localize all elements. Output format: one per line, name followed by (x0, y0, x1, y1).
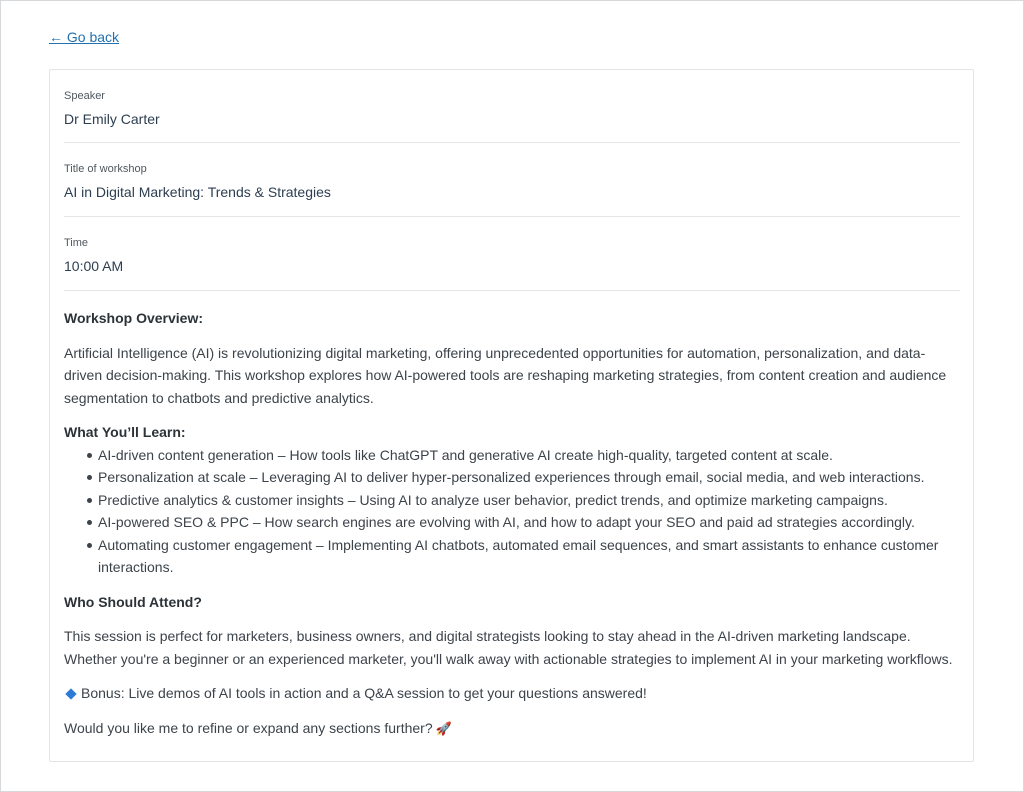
overview-heading: Workshop Overview: (64, 310, 204, 326)
workshop-title-value: AI in Digital Marketing: Trends & Strategies (64, 184, 331, 200)
workshop-description (64, 307, 960, 740)
workshop-title-field (64, 162, 960, 217)
list-item: Personalization at scale – Leveraging AI to deliver hyper-personalized experiences through email, social media, and web interactions. (98, 466, 960, 489)
bonus-line (64, 682, 960, 705)
time-field (64, 236, 960, 291)
learn-list (64, 444, 960, 579)
closing-line (64, 717, 960, 741)
blue-diamond-icon (65, 688, 76, 699)
speaker-label: Speaker (64, 90, 105, 102)
rocket-icon: 🚀 (435, 720, 452, 736)
list-item: AI-powered SEO & PPC – How search engines are evolving with AI, and how to adapt your SEO and paid ad strategies accordingly. (98, 511, 960, 534)
speaker-field (64, 89, 960, 143)
overview-paragraph: Artificial Intelligence (AI) is revolutionizing digital marketing, offering unprecedented opportunities for automation, personalization, and data-driven decision-making. This workshop explores how AI-powered tools are reshaping marketing strategies, from content creation and audience segmentation to chatbots and predictive analytics. (64, 344, 947, 406)
list-item: Automating customer engagement – Implementing AI chatbots, automated email sequences, and smart assistants to enhance customer interactions. (98, 534, 960, 579)
bonus-text: Bonus: Live demos of AI tools in action and a Q&A session to get your questions answered! (81, 685, 647, 701)
workshop-title-label: Title of workshop (64, 163, 147, 175)
time-value: 10:00 AM (64, 258, 124, 274)
go-back-link[interactable]: ← Go back (49, 29, 120, 45)
list-item: Predictive analytics & customer insights – Using AI to analyze user behavior, predict trends, and optimize marketing campaigns. (98, 489, 960, 512)
list-item: AI-driven content generation – How tools like ChatGPT and generative AI create high-quality, targeted content at scale. (98, 444, 960, 467)
attend-heading: Who Should Attend? (64, 593, 202, 610)
attend-paragraph: This session is perfect for marketers, business owners, and digital strategists looking to stay ahead in the AI-driven marketing landscape. Whether you're a beginner or an experienced marketer, you'll walk away with actionable strategies to implement AI in your marketing workflows. (64, 628, 953, 667)
closing-text: Would you like me to refine or expand any sections further? (64, 719, 433, 736)
workshop-details-card (49, 69, 974, 762)
time-label: Time (64, 237, 89, 249)
speaker-value: Dr Emily Carter (64, 111, 160, 127)
learn-heading: What You’ll Learn: (64, 424, 186, 440)
